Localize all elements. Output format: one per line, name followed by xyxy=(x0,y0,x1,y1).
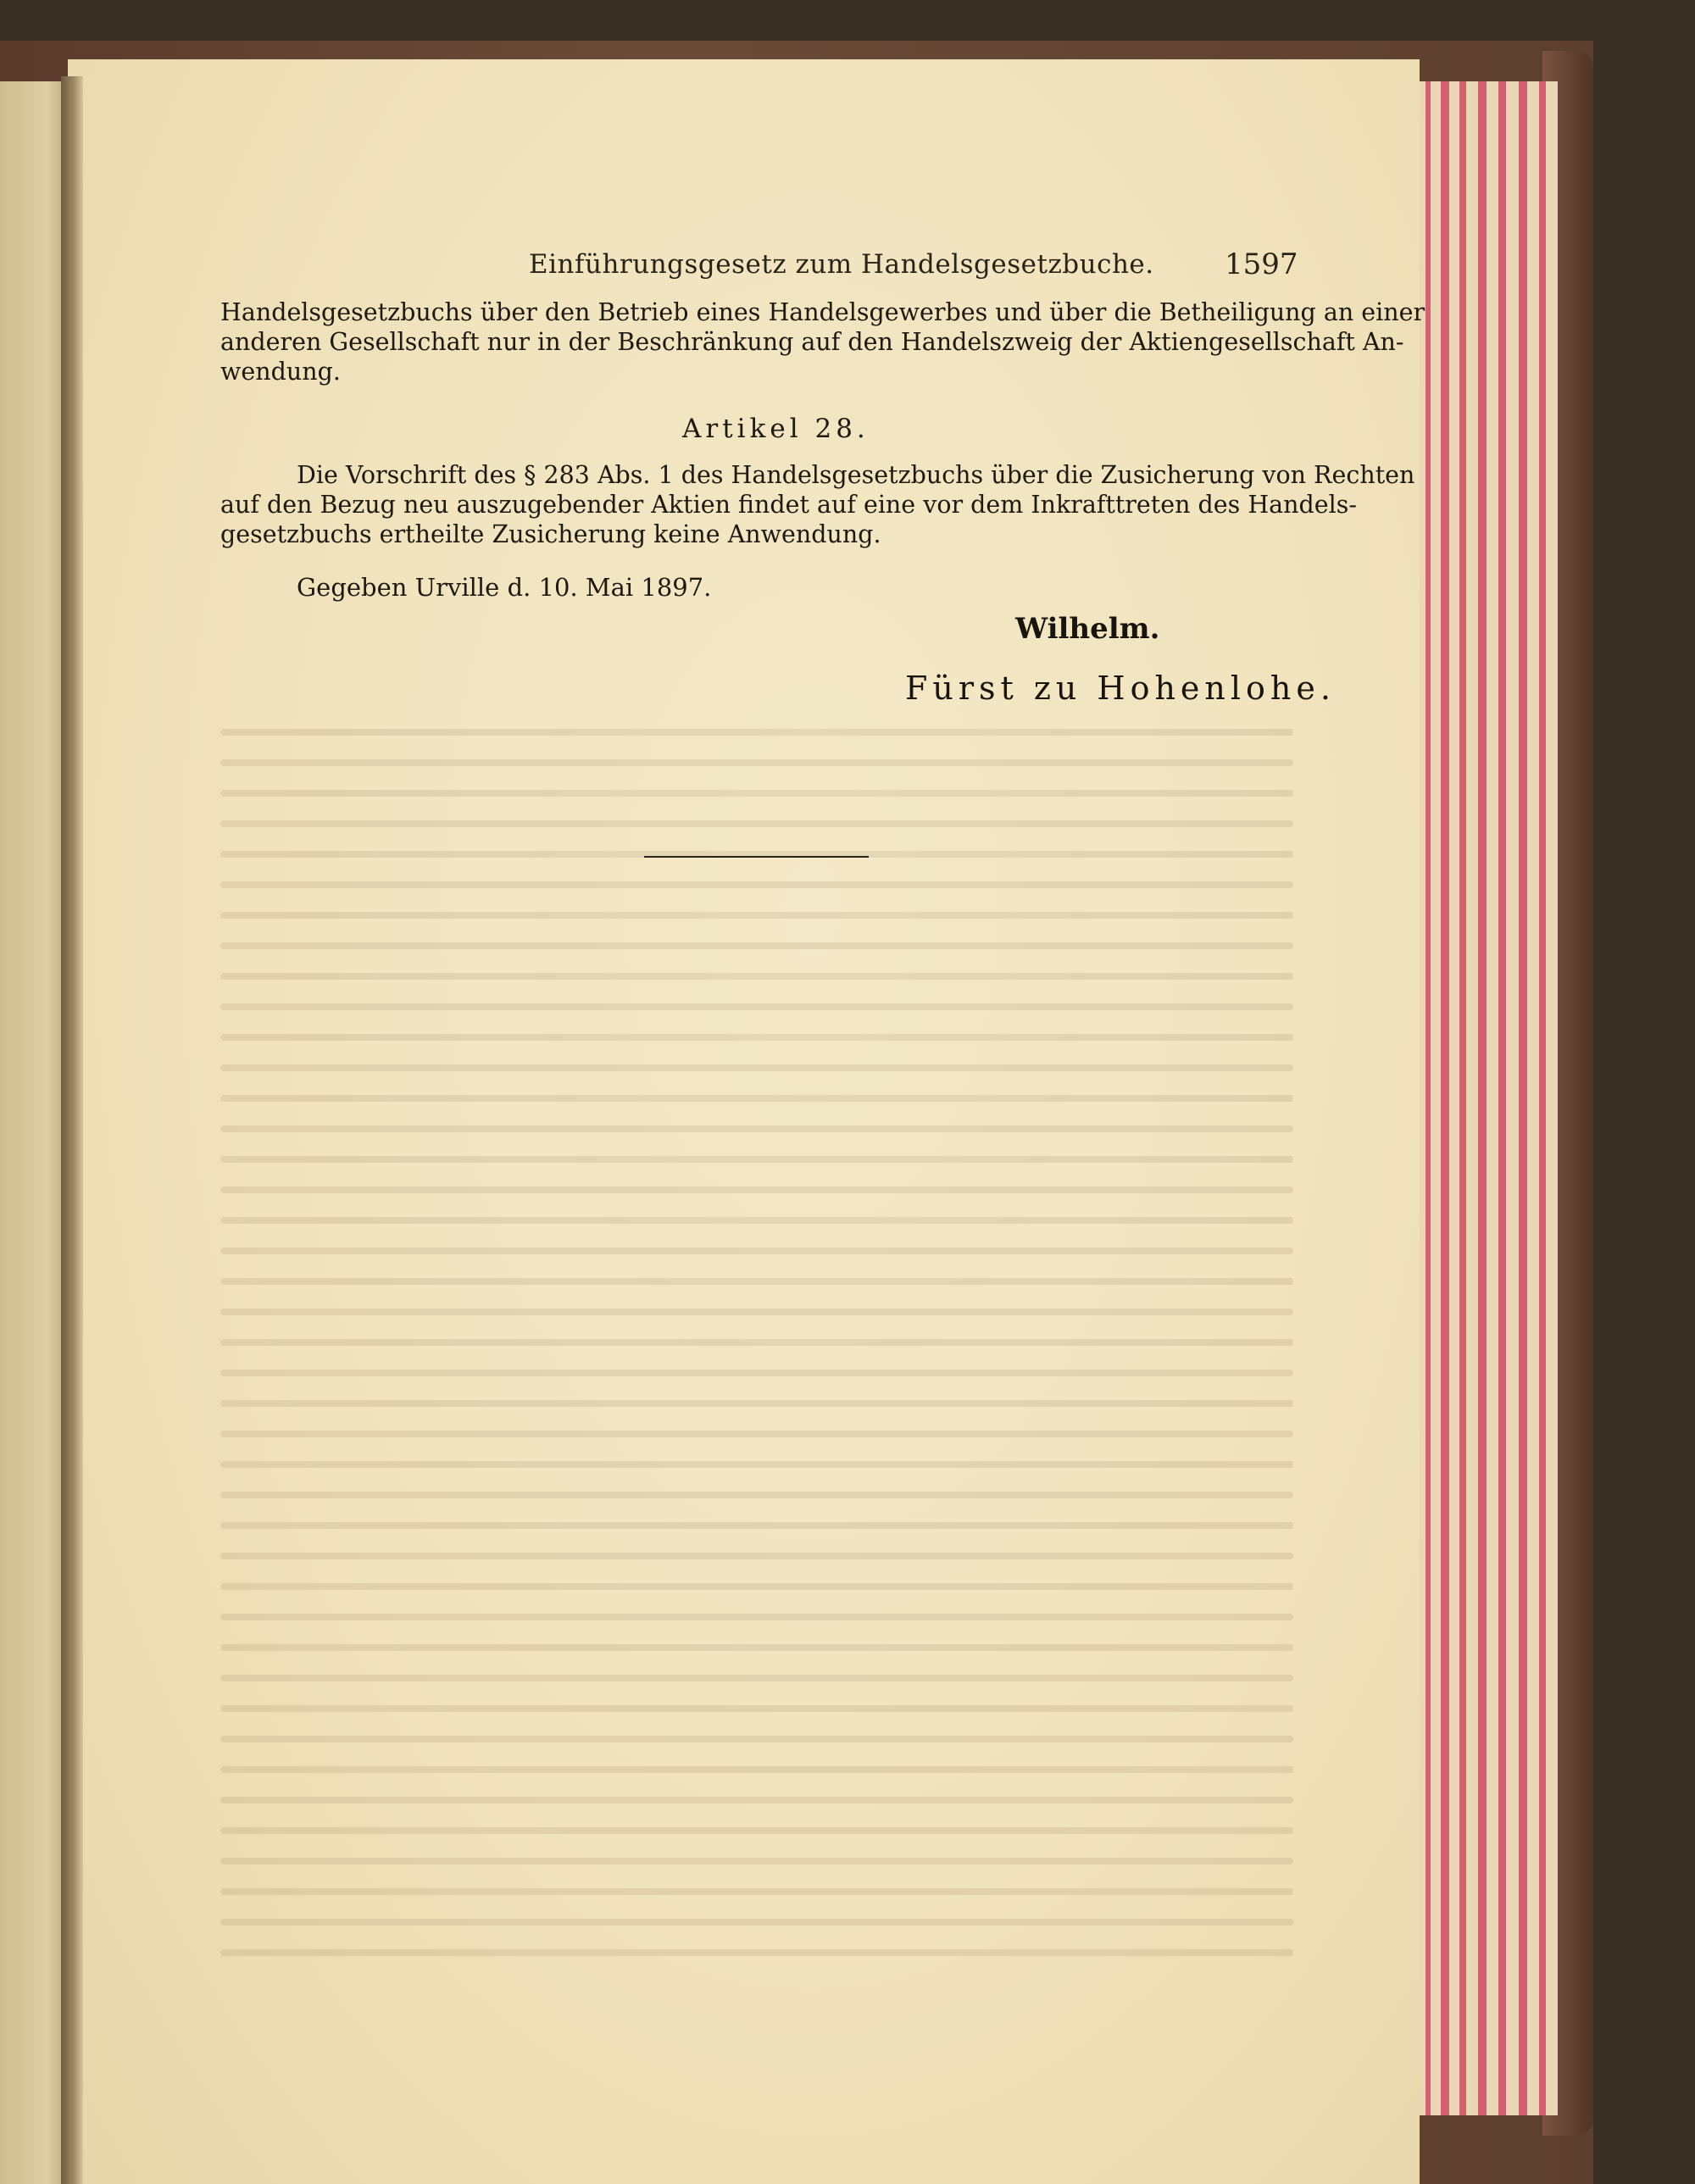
show-through-text xyxy=(220,729,1293,2000)
text-line: Die Vorschrift des § 283 Abs. 1 des Handelsgesetzbuchs über die Zusicherung von Rechten xyxy=(297,461,1415,489)
right-page xyxy=(68,59,1425,2184)
date-line: Gegeben Urville d. 10. Mai 1897. xyxy=(297,573,712,602)
text-line: gesetzbuchs ertheilte Zusicherung keine Anwendung. xyxy=(220,520,881,548)
article-heading: Artikel 28. xyxy=(682,414,870,444)
text-line: anderen Gesellschaft nur in der Beschränkung auf den Handelszweig der Aktiengesellschaft An- xyxy=(220,328,1404,356)
page-number: 1597 xyxy=(1225,247,1298,281)
text-line: wendung. xyxy=(220,358,341,386)
horizontal-rule xyxy=(644,856,869,858)
gutter-shadow xyxy=(61,76,83,2184)
left-page-edge xyxy=(0,81,68,2184)
running-head: Einführungsgesetz zum Handelsgesetzbuche. xyxy=(529,249,1154,280)
signature-wilhelm: Wilhelm. xyxy=(1015,612,1160,646)
signature-hohenlohe: Fürst zu Hohenlohe. xyxy=(905,670,1336,707)
text-line: auf den Bezug neu auszugebender Aktien findet auf eine vor dem Inkrafttreten des Handels- xyxy=(220,491,1358,519)
text-line: Handelsgesetzbuchs über den Betrieb eines Handelsgewerbes und über die Betheiligung an einer xyxy=(220,298,1425,326)
page-edges xyxy=(1407,81,1558,2115)
